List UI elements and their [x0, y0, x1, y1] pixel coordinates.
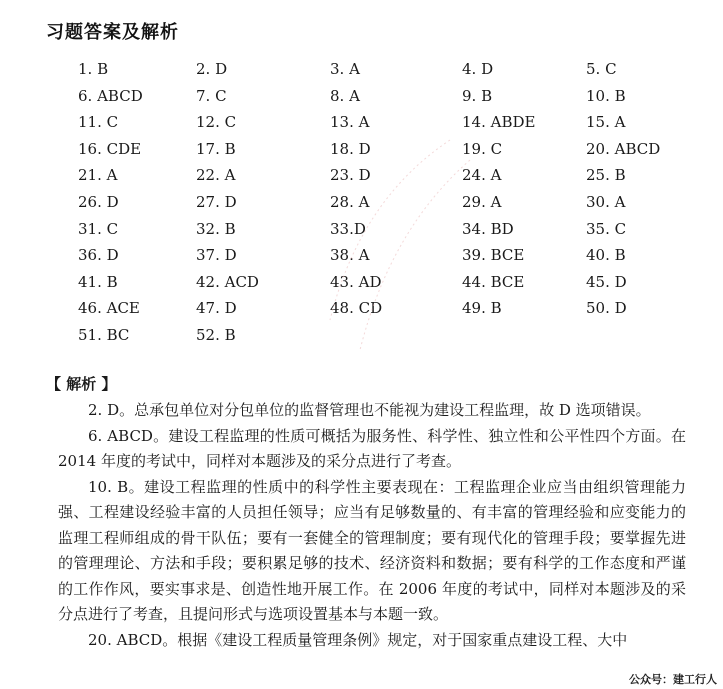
answer-item: 9. B [462, 86, 493, 105]
answer-item: 27. D [196, 192, 237, 211]
answer-item: 19. C [462, 139, 503, 158]
answer-item: 40. B [586, 246, 626, 265]
answer-item: 41. B [78, 272, 118, 291]
analysis-paragraph: 2. D。总承包单位对分包单位的监督管理也不能视为建设工程监理，故 D 选项错误。 [88, 401, 651, 419]
answer-item: 34. BD [462, 219, 514, 238]
answer-item: 25. B [586, 166, 626, 185]
answer-item: 12. C [196, 113, 237, 132]
answer-item: 26. D [78, 192, 119, 211]
answer-item: 1. B [78, 60, 109, 78]
answer-item: 3. A [330, 60, 360, 78]
answer-item: 11. C [78, 113, 119, 132]
analysis-paragraph: 20. ABCD。根据《建设工程质量管理条例》规定，对于国家重点建设工程、大中 [88, 630, 628, 649]
answer-item: 6. ABCD [78, 86, 143, 105]
answer-item: 8. A [330, 86, 360, 105]
answer-item: 52. B [196, 325, 236, 344]
answer-item: 33.D [330, 219, 366, 238]
answer-item: 20. ABCD [586, 139, 661, 158]
answer-item: 45. D [586, 272, 627, 291]
answer-item: 36. D [78, 246, 119, 265]
answer-item: 38. A [330, 246, 370, 265]
answer-item: 13. A [330, 113, 370, 132]
section-title: 习题答案及解析 [46, 22, 179, 43]
answer-item: 5. C [586, 60, 617, 78]
answer-item: 18. D [330, 139, 371, 158]
answer-item: 35. C [586, 219, 627, 238]
answer-item: 46. ACE [78, 299, 140, 318]
answer-item: 31. C [78, 219, 119, 238]
answer-item: 28. A [330, 192, 370, 211]
answer-item: 14. ABDE [462, 113, 536, 132]
answer-item: 16. CDE [78, 139, 142, 158]
answer-item: 51. BC [78, 325, 130, 344]
answer-item: 21. A [78, 166, 118, 185]
analysis-header: 【 解析 】 [46, 375, 117, 393]
answer-item: 29. A [462, 192, 502, 211]
answer-item: 23. D [330, 166, 371, 185]
answer-key-grid [78, 58, 698, 351]
answer-item: 49. B [462, 299, 502, 318]
analysis-paragraph: 6. ABCD。建设工程监理的性质可概括为服务性、科学性、独立性和公平性四个方面。在 2014 年度的考试中，同样对本题涉及的采分点进行了考查。 [58, 426, 686, 470]
answer-item: 30. A [586, 192, 626, 211]
answer-item: 10. B [586, 86, 626, 105]
answer-item: 7. C [196, 86, 227, 105]
answer-item: 15. A [586, 113, 626, 132]
answer-item: 47. D [196, 299, 237, 318]
analysis-paragraph: 10. B。建设工程监理的性质中的科学性主要表现在：工程监理企业应当由组织管理能力强、工程建设经验丰富的人员担任领导；应当有足够数量的、有丰富的管理经验和应变能力的监理工程师组成的骨干队伍；要有一套健全的管理制度；要有现代化的管理手段；要掌握先进的管理理论、方法和手段；要积累足够的技术、经济资料和数据；要有科学的工作态度和严谨的工作作风，要实事求是、创造性地开展工作。在 2006 年度的考试中，同样对本题涉及的采分点进行了考查，且提问形式与选项设置基本与本题一致。 [58, 477, 686, 623]
answer-item: 32. B [196, 219, 236, 238]
answer-item: 42. ACD [196, 272, 259, 291]
watermark-label: 公众号：建工行人 [629, 673, 717, 686]
analysis-section [46, 372, 686, 653]
answer-item: 4. D [462, 60, 494, 78]
answer-item: 44. BCE [462, 272, 525, 291]
answer-item: 48. CD [330, 299, 383, 318]
answer-item: 2. D [196, 60, 228, 78]
answer-item: 24. A [462, 166, 502, 185]
answer-item: 43. AD [330, 272, 382, 291]
answer-item: 17. B [196, 139, 236, 158]
answer-item: 50. D [586, 299, 627, 318]
answer-item: 37. D [196, 246, 237, 265]
answer-item: 39. BCE [462, 246, 525, 265]
answer-item: 22. A [196, 166, 236, 185]
